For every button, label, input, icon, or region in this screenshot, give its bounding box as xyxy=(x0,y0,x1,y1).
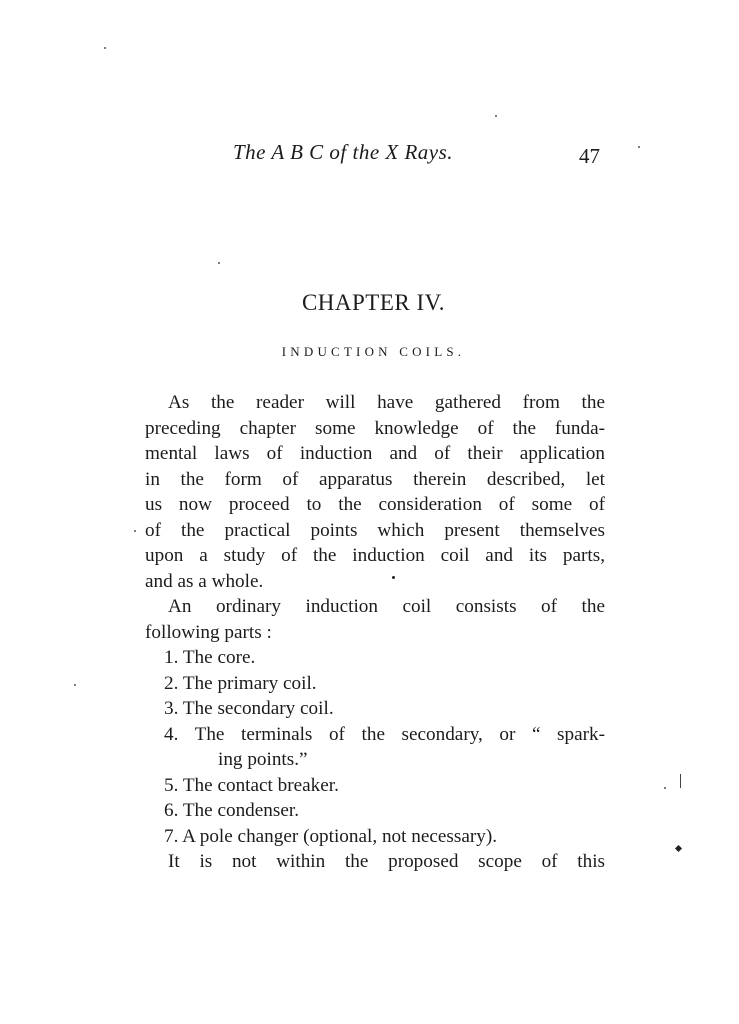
scan-speck xyxy=(664,787,666,789)
chapter-title: CHAPTER IV. xyxy=(301,290,446,315)
text-line: It is not within the proposed scope of this xyxy=(168,851,605,872)
text-line: in the form of apparatus therein described, let xyxy=(145,468,605,490)
page-number: 47 xyxy=(579,144,600,168)
scan-speck xyxy=(134,530,136,532)
paragraph-3 xyxy=(145,849,605,875)
list-item: 4. The terminals of the secondary, or “ spark- xyxy=(164,723,605,745)
text-line: As the reader will have gathered from the xyxy=(168,392,605,413)
text-line: upon a study of the induction coil and its parts, xyxy=(145,545,605,566)
list-item: 5. The contact breaker. xyxy=(164,774,339,796)
scan-speck xyxy=(74,684,76,686)
list-item: 6. The condenser. xyxy=(164,800,299,821)
list-item: 7. A pole changer (optional, not necessary). xyxy=(164,825,498,847)
parts-list xyxy=(145,645,605,849)
list-item: 1. The core. xyxy=(164,647,256,668)
scan-speck xyxy=(218,262,220,264)
list-item-continuation: ing points.” xyxy=(218,749,308,770)
scan-mark xyxy=(675,845,682,852)
chapter-subtitle: INDUCTION COILS. xyxy=(281,344,466,359)
scan-speck xyxy=(495,115,497,117)
list-item: 3. The secondary coil. xyxy=(164,698,334,719)
scan-speck xyxy=(392,576,395,579)
text-line: following parts : xyxy=(145,621,272,643)
text-line: mental laws of induction and of their application xyxy=(145,443,605,464)
text-line: us now proceed to the consideration of some of xyxy=(145,494,605,515)
text-line: An ordinary induction coil consists of the xyxy=(168,596,605,617)
list-item: 2. The primary coil. xyxy=(164,672,317,694)
text-line: preceding chapter some knowledge of the funda- xyxy=(145,417,605,439)
scan-speck xyxy=(104,47,106,49)
paragraph-2 xyxy=(145,594,605,645)
running-head-title: The A B C of the X Rays. xyxy=(233,140,454,164)
scan-speck xyxy=(638,146,640,148)
paragraph-1 xyxy=(145,390,605,594)
text-line: of the practical points which present themselves xyxy=(145,519,605,541)
text-line: and as a whole. xyxy=(145,570,264,592)
scan-mark xyxy=(680,774,681,788)
